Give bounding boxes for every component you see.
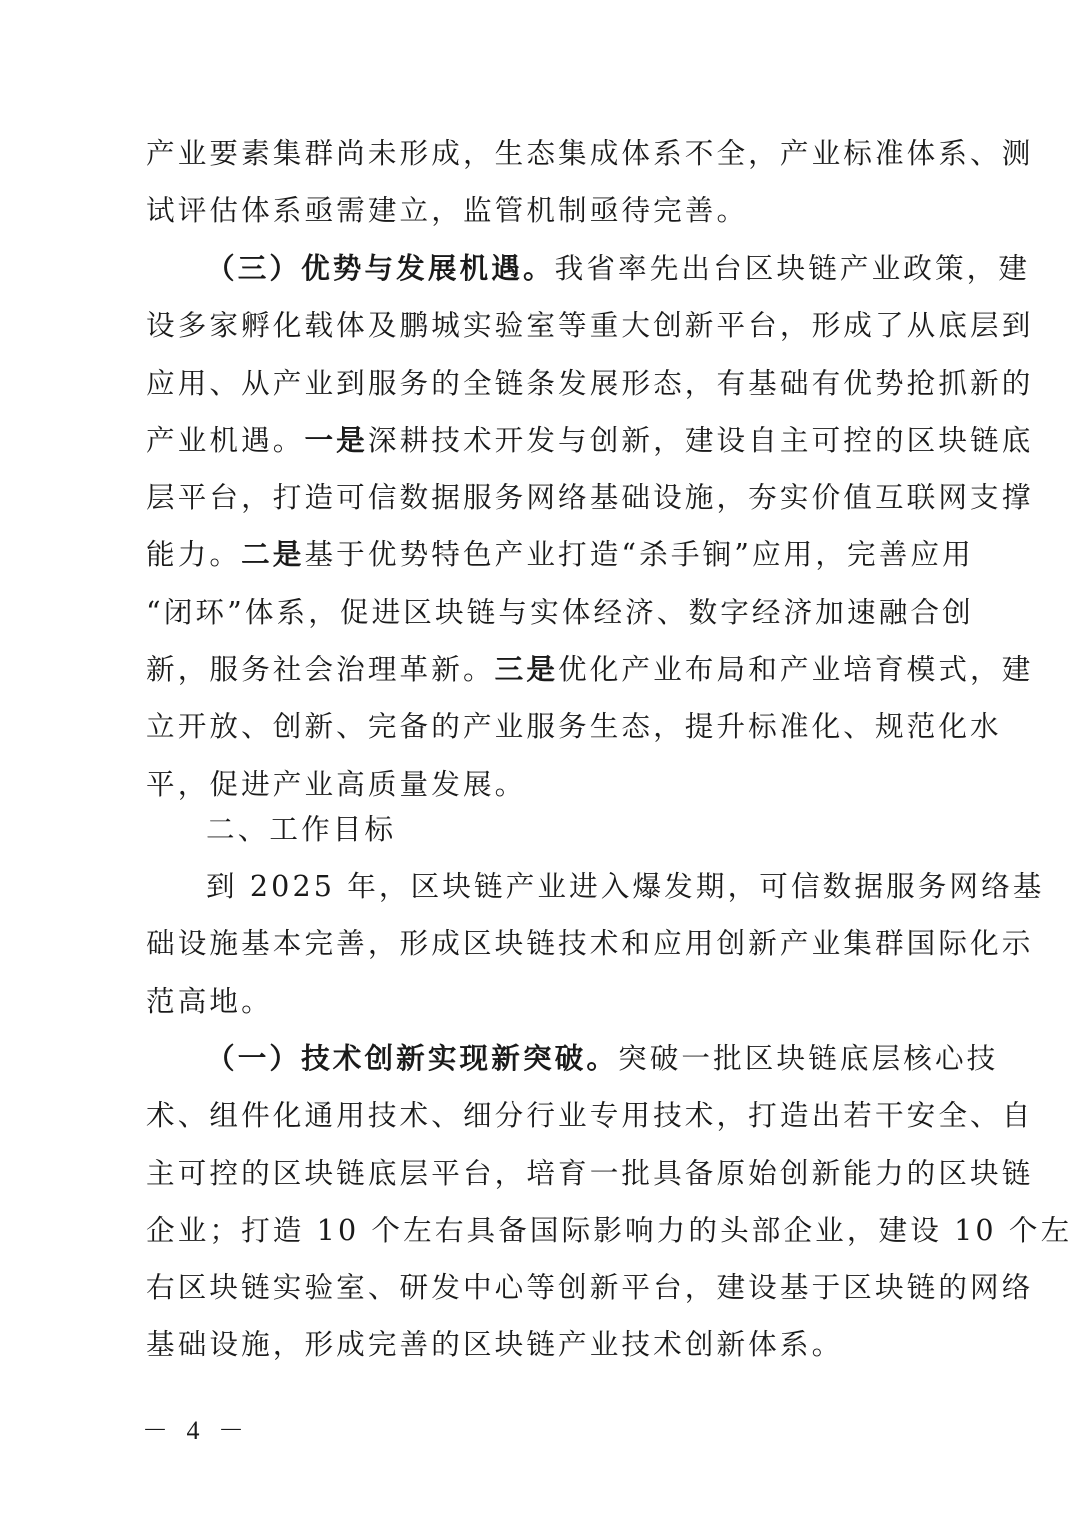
text-line (146, 355, 1034, 412)
text-line (146, 1145, 1034, 1202)
paragraph-tech-innovation (146, 1030, 1073, 1374)
page-number: － 4 － (142, 1416, 251, 1445)
text-segment: 层平台，打造可信数据服务网络基础设施，夯实价值互联网支撑 (146, 480, 1034, 515)
section-heading-goals (146, 801, 966, 858)
text-segment: 应用、从产业到服务的全链条发展形态，有基础有优势抢抓新的 (146, 365, 1034, 400)
bold-text: 二是 (241, 537, 305, 572)
text-line (146, 858, 1045, 915)
text-segment: 二、工作目标 (206, 812, 397, 846)
bold-text: （一）技术创新实现新突破。 (206, 1041, 619, 1075)
text-line (146, 1259, 1034, 1316)
text-line (146, 1202, 1073, 1259)
text-segment: 范高地。 (146, 983, 273, 1018)
text-line (146, 973, 966, 1030)
bold-text: 三是 (494, 652, 559, 687)
text-segment: 试评估体系亟需建立，监管机制亟待完善。 (146, 193, 749, 228)
text-line (146, 641, 1034, 698)
text-segment: 术、组件化通用技术、细分行业专用技术，打造出若干安全、自 (146, 1098, 1034, 1133)
text-line (146, 526, 974, 583)
text-line (146, 1316, 966, 1373)
text-segment: 基于优势特色产业打造“杀手锏”应用，完善应用 (304, 537, 974, 572)
text-line (146, 297, 1034, 354)
text-line (146, 125, 1034, 182)
section-heading (146, 801, 966, 858)
text-segment: 设多家孵化载体及鹏城实验室等重大创新平台，形成了从底层到 (146, 308, 1034, 343)
text-line (146, 469, 1034, 526)
text-segment: 到 2025 年，区块链产业进入爆发期，可信数据服务网络基 (206, 869, 1045, 903)
text-line (146, 182, 966, 239)
paragraph-goals (146, 858, 1045, 1030)
bold-text: （三）优势与发展机遇。 (206, 251, 555, 285)
text-line (146, 915, 1034, 972)
text-segment: 右区块链实验室、研发中心等创新平台，建设基于区块链的网络 (146, 1270, 1034, 1305)
text-segment: 产业机遇。 (146, 422, 305, 457)
text-segment: “闭环”体系，促进区块链与实体经济、数字经济加速融合创 (146, 594, 974, 629)
text-segment: 新，服务社会治理革新。 (146, 652, 495, 687)
text-segment: 能力。 (146, 537, 242, 572)
bold-text: 一是 (304, 422, 368, 457)
paragraph-advantages (146, 240, 1034, 813)
text-segment: 立开放、创新、完备的产业服务生态，提升标准化、规范化水 (146, 709, 1002, 744)
text-segment: 深耕技术开发与创新，建设自主可控的区块链底 (367, 422, 1034, 457)
text-line (146, 1087, 1034, 1144)
text-line (146, 698, 1002, 755)
text-line (146, 584, 974, 641)
text-segment: 企业；打造 10 个左右具备国际影响力的头部企业，建设 10 个左 (146, 1212, 1073, 1247)
text-line (146, 240, 1031, 297)
text-line (146, 412, 1034, 469)
text-segment: 优化产业布局和产业培育模式，建 (558, 652, 1034, 687)
text-segment: 突破一批区块链底层核心技 (618, 1041, 999, 1075)
text-line (146, 1030, 999, 1087)
text-segment: 我省率先出台区块链产业政策，建 (554, 251, 1031, 285)
text-segment: 主可控的区块链底层平台，培育一批具备原始创新能力的区块链 (146, 1155, 1034, 1190)
text-segment: 平，促进产业高质量发展。 (146, 766, 527, 801)
text-segment: 基础设施，形成完善的区块链产业技术创新体系。 (146, 1327, 844, 1362)
text-segment: 础设施基本完善，形成区块链技术和应用创新产业集群国际化示 (146, 926, 1034, 961)
paragraph-block-1 (146, 125, 1034, 240)
text-segment: 产业要素集群尚未形成，生态集成体系不全，产业标准体系、测 (146, 136, 1034, 170)
